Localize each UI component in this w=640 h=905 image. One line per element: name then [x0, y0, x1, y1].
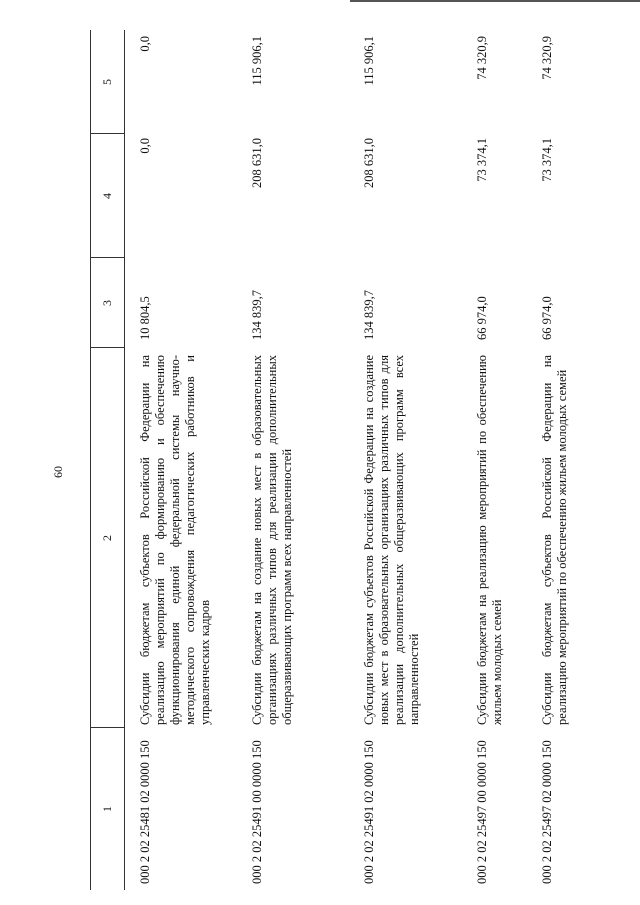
row-value-3: 134 839,7: [362, 290, 376, 340]
table-wrapper: [90, 30, 600, 890]
column-header-1: 1: [100, 806, 114, 812]
column-header-2: 2: [100, 535, 114, 541]
row-code: 000 2 02 25481 02 0000 150: [138, 740, 152, 884]
column-header-5: 5: [100, 79, 114, 85]
row-value-5: 115 906,1: [250, 36, 264, 86]
row-value-5: 74 320,9: [475, 36, 489, 80]
row-value-4: 0,0: [138, 138, 152, 154]
row-value-4: 208 631,0: [250, 138, 264, 188]
row-code: 000 2 02 25497 02 0000 150: [540, 740, 554, 884]
column-header-3: 3: [100, 300, 114, 306]
row-name: Субсидии бюджетам субъектов Российской Федерации на реализацию мероприятий по формированию и обеспечению функционирования единой федеральной системы научно-методического сопровождения педагогических работников и управленческих кадров: [138, 355, 212, 725]
row-code: 000 2 02 25491 02 0000 150: [362, 740, 376, 884]
header-bottom-rule: [124, 30, 125, 890]
row-code: 000 2 02 25491 00 0000 150: [250, 740, 264, 884]
row-value-4: 73 374,1: [475, 138, 489, 182]
row-value-5: 115 906,1: [362, 36, 376, 86]
row-value-5: 0,0: [138, 36, 152, 52]
column-header-4: 4: [100, 193, 114, 199]
row-name: Субсидии бюджетам субъектов Российской Федерации на создание новых мест в образовательных организациях различных типов для реализации дополнительных общеразвивающих программ всех направленностей: [362, 355, 421, 725]
row-value-4: 73 374,1: [540, 138, 554, 182]
page-number: 60: [51, 466, 65, 478]
row-value-3: 134 839,7: [250, 290, 264, 340]
row-name: Субсидии бюджетам на реализацию мероприятий по обеспечению жильем молодых семей: [475, 355, 504, 725]
row-value-5: 74 320,9: [540, 36, 554, 80]
row-value-3: 10 804,5: [138, 296, 152, 340]
row-name: Субсидии бюджетам субъектов Российской Федерации на реализацию мероприятий по обеспечению жильем молодых семей: [540, 355, 569, 725]
budget-table: [90, 30, 600, 890]
row-value-3: 66 974,0: [475, 296, 489, 340]
row-name: Субсидии бюджетам на создание новых мест в образовательных организациях различных типов для реализации дополнительных общеразвивающих программ всех направленностей: [250, 355, 294, 725]
row-value-3: 66 974,0: [540, 296, 554, 340]
row-code: 000 2 02 25497 00 0000 150: [475, 740, 489, 884]
top-rule: [350, 0, 640, 2]
row-value-4: 208 631,0: [362, 138, 376, 188]
